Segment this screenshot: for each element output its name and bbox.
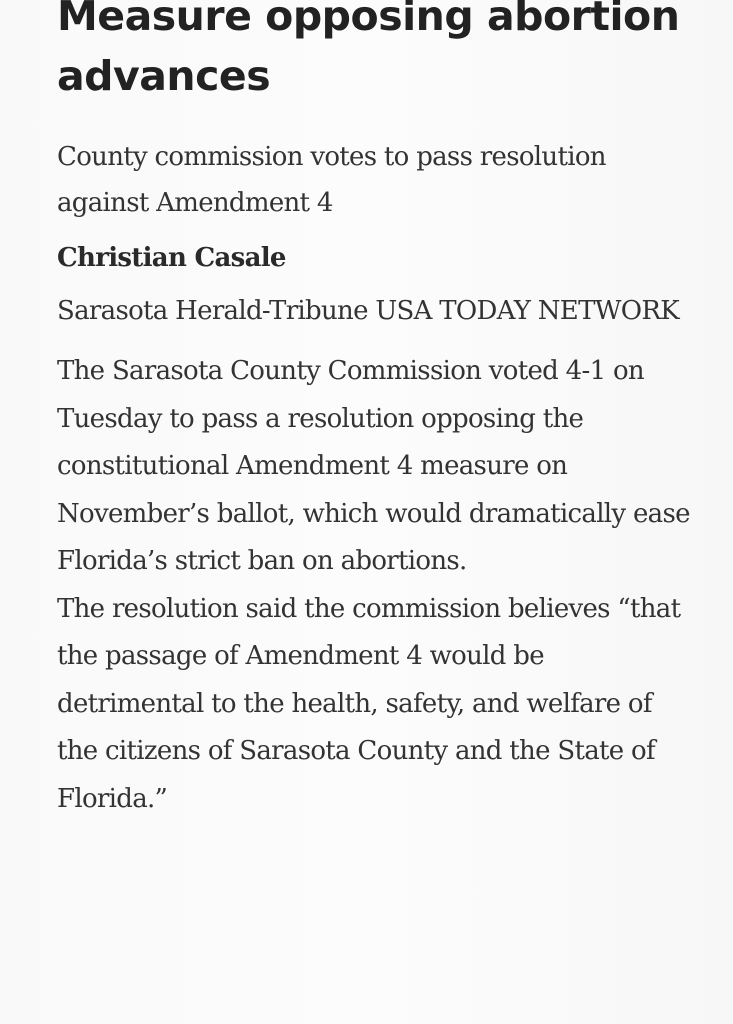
paragraph-1: The Sarasota County Commission voted 4-1 on Tuesday to pass a resolution opposing the constitutional Amendment 4 measure on November’s ballot, which would dramatically ease Florida’s strict ban on abortions.: [57, 356, 690, 576]
source-line: Sarasota Herald-Tribune USA TODAY NETWORK: [57, 296, 679, 326]
article-body: [57, 348, 697, 823]
paragraph-2: The resolution said the commission believes “that the passage of Amendment 4 would be detrimental to the health, safety, and welfare of the citizens of Sarasota County and the State of Florida.”: [57, 593, 681, 814]
byline: Christian Casale: [57, 243, 286, 273]
deck-subheadline: County commission votes to pass resolution against Amendment 4: [57, 142, 606, 218]
headline: Measure opposing abortion advances: [57, 0, 680, 100]
article: [57, 0, 697, 823]
